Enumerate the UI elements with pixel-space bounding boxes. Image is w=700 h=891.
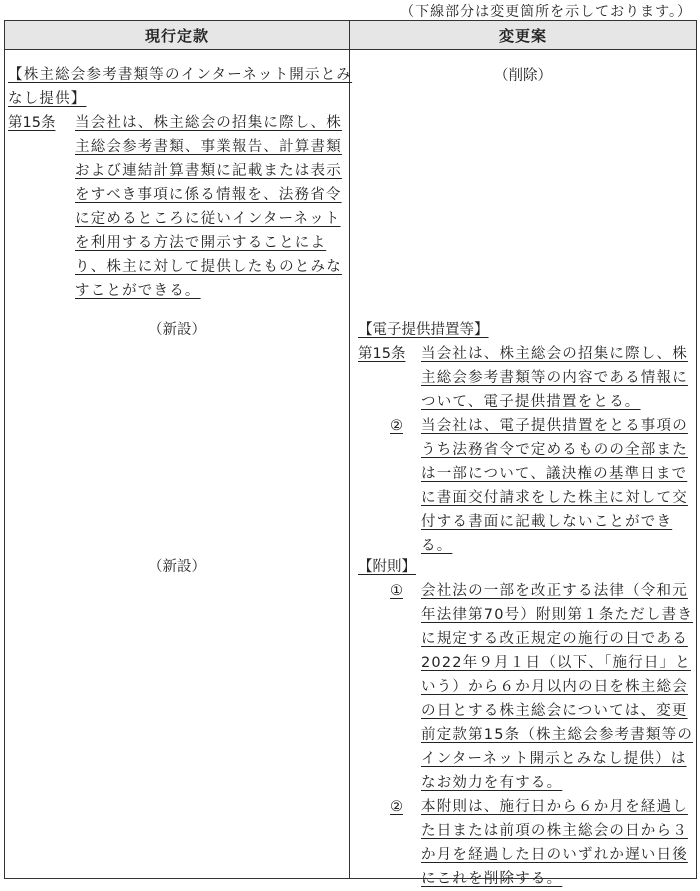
article-line: 主総会参考書類、事業報告、計算書類 xyxy=(75,139,342,155)
table-body-row xyxy=(5,50,697,879)
current-article-heading xyxy=(8,63,352,111)
proposed-supplementary-heading: 【附則】 xyxy=(358,559,416,575)
item-line: 会社法の一部を改正する法律（令和元 xyxy=(421,583,688,599)
amendment-comparison-table xyxy=(4,20,697,887)
current-article-15-label: 第15条 xyxy=(8,115,56,131)
item-line: にこれを削除する。 xyxy=(421,871,563,887)
proposed-article-15-item2-text xyxy=(421,414,688,558)
item-line: に書面交付請求をした株主に対して交 xyxy=(421,490,688,506)
heading-line: なし提供】 xyxy=(8,91,87,107)
item-line: 本附則は、施行日から６か月を経過し xyxy=(421,799,688,815)
article-line: 当会社は、株主総会の招集に際し、株 xyxy=(421,346,688,362)
item-line: か月を経過した日のいずれか遅い日後 xyxy=(421,847,688,863)
supplementary-item2-text xyxy=(421,795,688,891)
item-line: た日または前項の株主総会の日から３ xyxy=(421,823,688,839)
article-line: および連結計算書類に記載または表示 xyxy=(75,163,342,179)
item-line: 前定款第15条（株主総会参考書類等の xyxy=(421,727,694,743)
underline-note: （下線部分は変更箇所を示しております。） xyxy=(400,4,692,20)
item-line: は一部について、議決権の基準日まで xyxy=(421,466,688,482)
article-line: をすべき事項に係る情報を、法務省令 xyxy=(75,187,342,203)
item-line: 年法律第70号）附則第１条ただし書き xyxy=(421,607,694,623)
item-line: 当会社は、電子提供措置をとる事項の xyxy=(421,418,688,434)
proposed-amendment-header: 変更案 xyxy=(350,21,697,50)
article-line: 当会社は、株主総会の招集に際し、株 xyxy=(75,115,342,131)
item-line: 2022年９月１日（以下、「施行日」と xyxy=(421,655,691,671)
current-article-15-text xyxy=(75,111,342,303)
current-new-label-1: （新設） xyxy=(148,322,206,338)
item-line: なお効力を有する。 xyxy=(421,775,563,791)
item-line: いう）から６か月以内の日を株主総会 xyxy=(421,679,688,695)
proposed-section1-heading: 【電子提供措置等】 xyxy=(358,322,489,338)
article-line: り、株主に対して提供したものとみな xyxy=(75,259,342,275)
article-line: 主総会参考書類等の内容である情報に xyxy=(421,370,688,386)
proposed-amendment-cell xyxy=(350,50,697,887)
supplementary-item2-label: ② xyxy=(390,799,403,815)
proposed-article-15-item2-label: ② xyxy=(390,418,403,434)
item-line: うち法務省令で定めるものの全部また xyxy=(421,442,688,458)
item-line: 付する書面に記載しないことができ xyxy=(421,514,673,530)
supplementary-item1-label: ① xyxy=(390,583,403,599)
item-line: に規定する改正規定の施行の日である xyxy=(421,631,688,647)
article-line: を利用する方法で開示することによ xyxy=(75,235,327,251)
article-line: に定めるところに従いインターネット xyxy=(75,211,341,227)
current-articles-header: 現行定款 xyxy=(5,21,350,50)
table-header-row xyxy=(5,21,697,50)
current-articles-cell xyxy=(5,50,353,879)
proposed-deleted-label: （削除） xyxy=(494,68,552,84)
current-new-label-2: （新設） xyxy=(148,559,206,575)
supplementary-item1-text xyxy=(421,579,693,795)
proposed-article-15-text xyxy=(421,342,688,414)
item-line: る。 xyxy=(421,538,453,554)
item-line: の日とする株主総会については、変更 xyxy=(421,703,688,719)
article-line: すことができる。 xyxy=(75,283,201,299)
heading-line: 【株主総会参考書類等のインターネット開示とみ xyxy=(8,67,353,83)
article-line: ついて、電子提供措置をとる。 xyxy=(421,394,641,410)
item-line: インターネット開示とみなし提供）は xyxy=(421,751,687,767)
proposed-article-15-label: 第15条 xyxy=(358,346,406,362)
